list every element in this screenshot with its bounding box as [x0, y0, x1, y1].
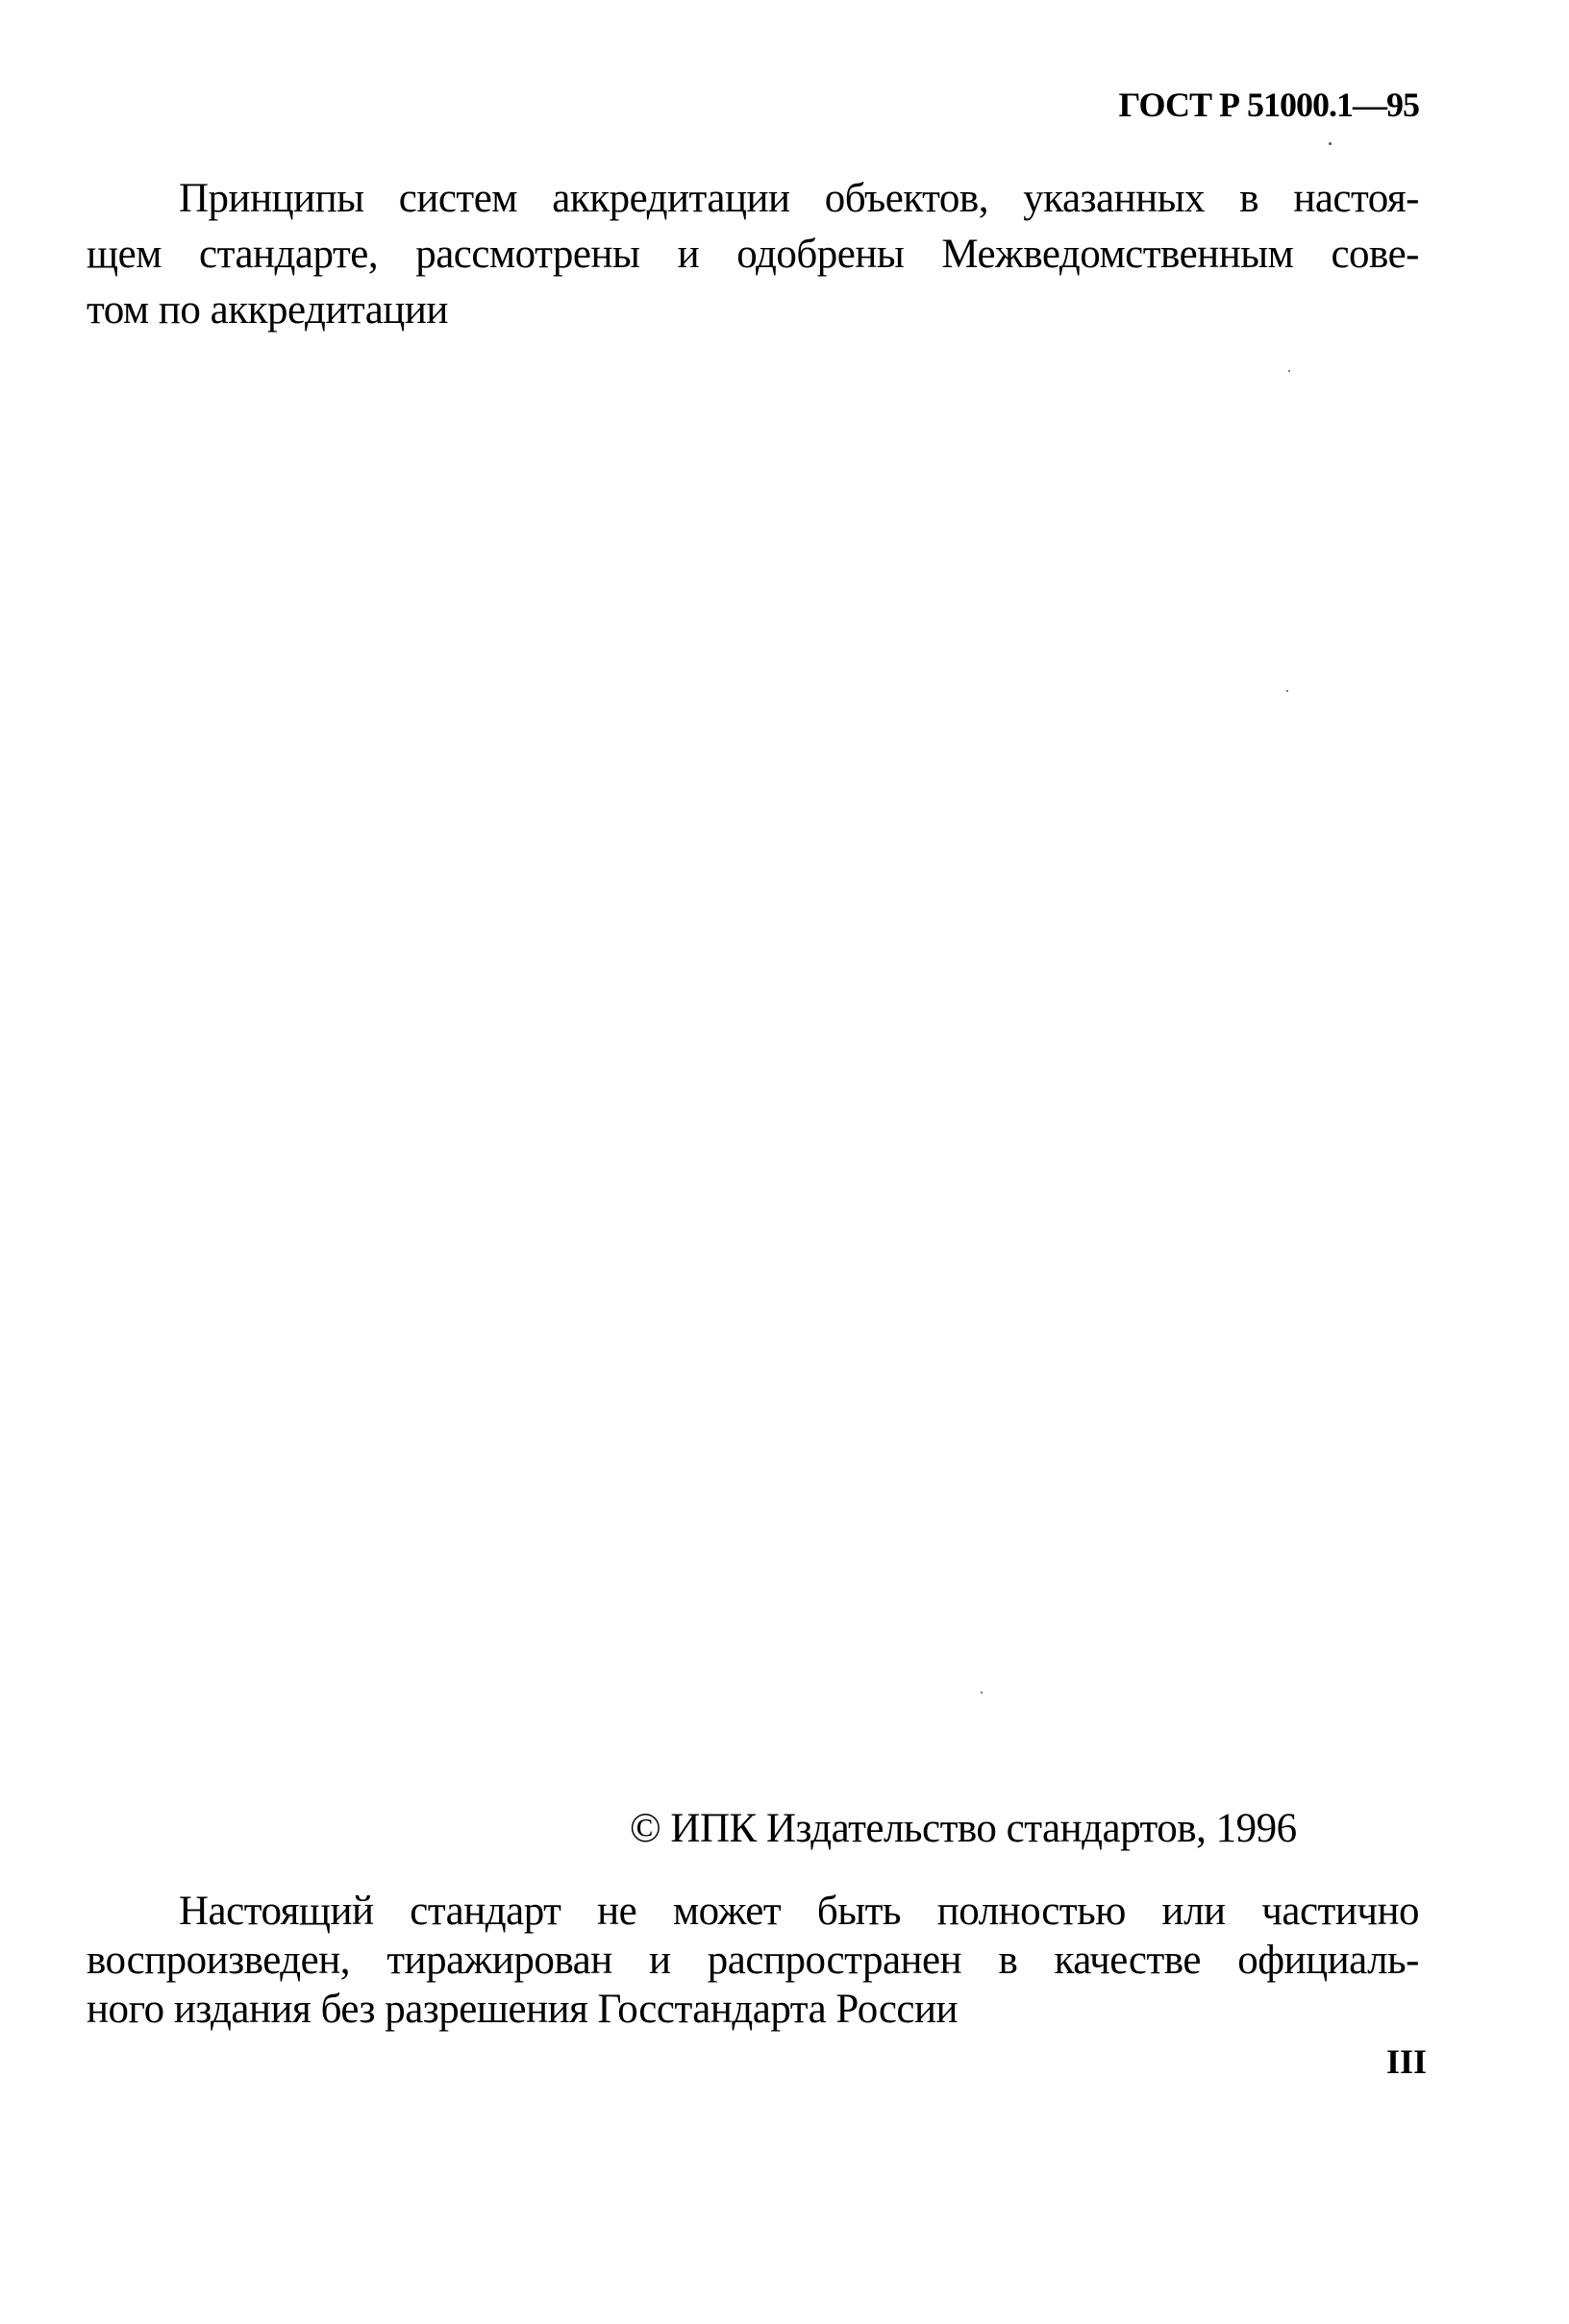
- scan-speck: [1286, 690, 1288, 692]
- document-code-header: ГОСТ Р 51000.1—95: [1118, 86, 1419, 124]
- approval-paragraph: [87, 171, 1419, 338]
- paragraph-line: том по аккредитации: [87, 287, 448, 333]
- copyright-notice: © ИПК Издательство стандартов, 1996: [630, 1806, 1297, 1851]
- paragraph-line: Принципы систем аккредитации объектов, указанных в настоя-: [179, 176, 1419, 221]
- scan-speck: [1329, 142, 1332, 145]
- paragraph-line: воспроизведен, тиражирован и распространен в качестве официаль-: [87, 1938, 1419, 1983]
- paragraph-line: щем стандарте, рассмотрены и одобрены Межведомственным сове-: [87, 232, 1419, 277]
- reproduction-notice: [87, 1887, 1419, 2034]
- scan-speck: [1288, 370, 1290, 372]
- paragraph-line: ного издания без разрешения Госстандарта России: [87, 1987, 959, 2032]
- paragraph-line: Настоящий стандарт не может быть полностью или частично: [179, 1889, 1419, 1934]
- scan-speck: [981, 1692, 983, 1694]
- page-number: III: [1385, 2042, 1427, 2081]
